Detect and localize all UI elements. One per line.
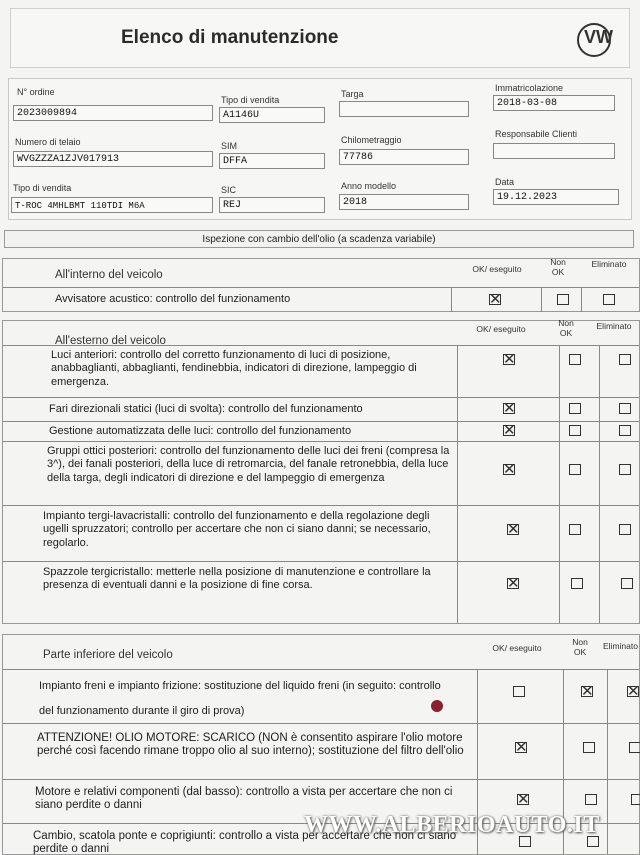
table-row <box>3 441 639 506</box>
section-esterno-title: All'esterno del veicolo <box>55 335 166 347</box>
row-text: Gruppi ottici posteriori: controllo del funzionamento delle luci dei freni (compresa la 3^), dei fanali posteriori, della luce di retromarcia, del fanale retronebbia, della luce della targa, degli indicatori di direzione e del lampeggio di emergenza <box>47 445 450 484</box>
telaio-field: WVGZZZA1ZJV017913 <box>13 151 213 167</box>
ok-checkbox[interactable] <box>503 461 516 478</box>
col-ok-header: OK/ eseguito <box>492 643 542 653</box>
check-mark-icon: ✕ <box>517 791 530 808</box>
check-mark-icon: ✕ <box>507 521 520 538</box>
immatricolazione-label: Immatricolazione <box>495 83 564 93</box>
row-text: Avvisatore acustico: controllo del funzionamento <box>55 293 291 305</box>
row-text: Luci anteriori: controllo del corretto funzionamento di luci di posizione, anabbaglianti, abbaglianti, fendinebbia, indicatori di direzione, lampeggio di emergenza. <box>51 349 417 388</box>
section-interno <box>2 258 640 312</box>
eliminato-checkbox[interactable] <box>619 403 631 414</box>
tipo-vendita-label: Tipo di vendita <box>221 95 280 105</box>
row-text: Spazzole tergicristallo: metterle nella posizione di manutenzione e controllare la presenza di eventuali danni e la posizione di fine corsa. <box>43 566 431 592</box>
sic-label: SIC <box>221 185 237 195</box>
responsabile-field <box>493 143 615 159</box>
tipo-vendita-field: A1146U <box>219 107 325 123</box>
col-non-ok-header: Non OK <box>572 637 588 657</box>
sim-field: DFFA <box>219 153 325 169</box>
row-text: Impianto tergi-lavacristalli: controllo del funzionamento e della regolazione degli ugelli spruzzatori; controllo per accertare che non ci siano danni; se necessario, regolarlo. <box>43 510 431 549</box>
row-text: Fari direzionali statici (luci di svolta): controllo del funzionamento <box>49 403 363 415</box>
page-title: Elenco di manutenzione <box>121 27 339 48</box>
ok-checkbox[interactable] <box>515 739 528 756</box>
ok-checkbox[interactable] <box>503 351 516 368</box>
col-divider <box>541 288 542 312</box>
telaio-label: Numero di telaio <box>15 137 81 147</box>
targa-label: Targa <box>341 89 364 99</box>
check-mark-icon: ✕ <box>503 422 516 439</box>
anno-field: 2018 <box>339 194 469 210</box>
table-row <box>3 669 639 724</box>
ok-checkbox[interactable] <box>517 791 530 808</box>
table-row <box>3 397 639 422</box>
row-text: Cambio, scatola ponte e coprigiunti: controllo a vista per accertare che non ci siano perdite o danni <box>33 830 457 855</box>
non-ok-checkbox[interactable] <box>581 683 594 700</box>
col-non-ok-header: Non OK <box>550 257 566 277</box>
table-row <box>3 287 639 312</box>
eliminato-checkbox[interactable] <box>629 742 640 753</box>
col-non-ok-header: Non OK <box>558 318 574 338</box>
col-eliminato-header: Eliminato <box>596 321 632 331</box>
ordine-label: N° ordine <box>17 87 55 97</box>
check-mark-icon: ✕ <box>503 351 516 368</box>
eliminato-checkbox[interactable] <box>619 354 631 365</box>
immatricolazione-field: 2018-03-08 <box>493 95 615 111</box>
row-text: ATTENZIONE! OLIO MOTORE: SCARICO (NON è consentito aspirare l'olio motore perché così facendo rimane troppo olio al suo interno); sostituzione del filtro dell'olio <box>37 732 464 758</box>
table-row <box>3 561 639 624</box>
eliminato-checkbox[interactable] <box>627 683 640 700</box>
eliminato-checkbox[interactable] <box>619 425 631 436</box>
eliminato-checkbox[interactable] <box>619 464 631 475</box>
row-text: Motore e relativi componenti (dal basso): controllo a vista per accertare che non ci siano perdite o danni <box>35 786 453 812</box>
section-inferiore-title: Parte inferiore del veicolo <box>43 649 173 661</box>
section-esterno <box>2 320 640 624</box>
data-field: 19.12.2023 <box>493 189 619 205</box>
table-row <box>3 505 639 562</box>
targa-field <box>339 101 469 117</box>
tipo-vendita2-field: T-ROC 4MHLBMT 110TDI M6A <box>11 197 213 213</box>
watermark-text: WWW.ALBERIOAUTO.IT <box>304 812 600 838</box>
sic-field: REJ <box>219 197 325 213</box>
eliminato-checkbox[interactable] <box>621 578 633 589</box>
ok-checkbox[interactable] <box>503 400 516 417</box>
vw-logo-icon <box>577 23 611 57</box>
check-mark-icon: ✕ <box>489 291 502 308</box>
section-interno-title: All'interno del veicolo <box>55 269 163 281</box>
data-label: Data <box>495 177 515 187</box>
km-field: 77786 <box>339 149 469 165</box>
ordine-field: 2023009894 <box>13 105 213 121</box>
col-eliminato-header: Eliminato <box>591 259 627 269</box>
check-mark-icon: ✕ <box>503 400 516 417</box>
inspection-type-bar: Ispezione con cambio dell'olio (a scadenza variabile) <box>4 230 634 248</box>
table-row <box>3 421 639 442</box>
non-ok-checkbox[interactable] <box>557 294 569 305</box>
ok-checkbox[interactable] <box>489 291 502 308</box>
ok-checkbox[interactable] <box>507 521 520 538</box>
non-ok-checkbox[interactable] <box>569 425 581 436</box>
document-header <box>10 8 630 68</box>
eliminato-checkbox[interactable] <box>619 524 631 535</box>
vw-logo-text: VW <box>584 27 613 47</box>
km-label: Chilometraggio <box>341 135 402 145</box>
tipo-vendita2-label: Tipo di vendita <box>13 183 72 193</box>
non-ok-checkbox[interactable] <box>571 578 583 589</box>
col-eliminato-header: Eliminato <box>603 641 638 651</box>
col-divider <box>451 288 452 312</box>
check-mark-icon: ✕ <box>515 739 528 756</box>
eliminato-checkbox[interactable] <box>603 294 615 305</box>
col-divider <box>581 288 582 312</box>
non-ok-checkbox[interactable] <box>569 403 581 414</box>
red-pin-icon <box>431 700 443 712</box>
table-row <box>3 345 639 398</box>
non-ok-checkbox[interactable] <box>585 794 597 805</box>
vehicle-info-panel <box>8 78 632 220</box>
check-mark-icon: ✕ <box>503 461 516 478</box>
row-text: Impianto freni e impianto frizione: sostituzione del liquido freni (in seguito: controllo del funzionamento durante il giro di prova) <box>39 680 441 717</box>
table-row <box>3 723 639 780</box>
responsabile-label: Responsabile Clienti <box>495 129 578 139</box>
eliminato-checkbox[interactable] <box>631 794 640 805</box>
non-ok-checkbox[interactable] <box>569 354 581 365</box>
anno-label: Anno modello <box>341 181 397 191</box>
ok-checkbox[interactable] <box>513 686 525 697</box>
col-ok-header: OK/ eseguito <box>476 324 526 334</box>
row-text: Gestione automatizzata delle luci: controllo del funzionamento <box>49 425 352 437</box>
check-mark-icon: ✕ <box>627 683 640 700</box>
non-ok-checkbox[interactable] <box>569 524 581 535</box>
check-mark-icon: ✕ <box>581 683 594 700</box>
ok-checkbox[interactable] <box>507 575 520 592</box>
col-ok-header: OK/ eseguito <box>472 264 522 274</box>
sim-label: SIM <box>221 141 238 151</box>
non-ok-checkbox[interactable] <box>569 464 581 475</box>
check-mark-icon: ✕ <box>507 575 520 592</box>
ok-checkbox[interactable] <box>503 422 516 439</box>
non-ok-checkbox[interactable] <box>583 742 595 753</box>
